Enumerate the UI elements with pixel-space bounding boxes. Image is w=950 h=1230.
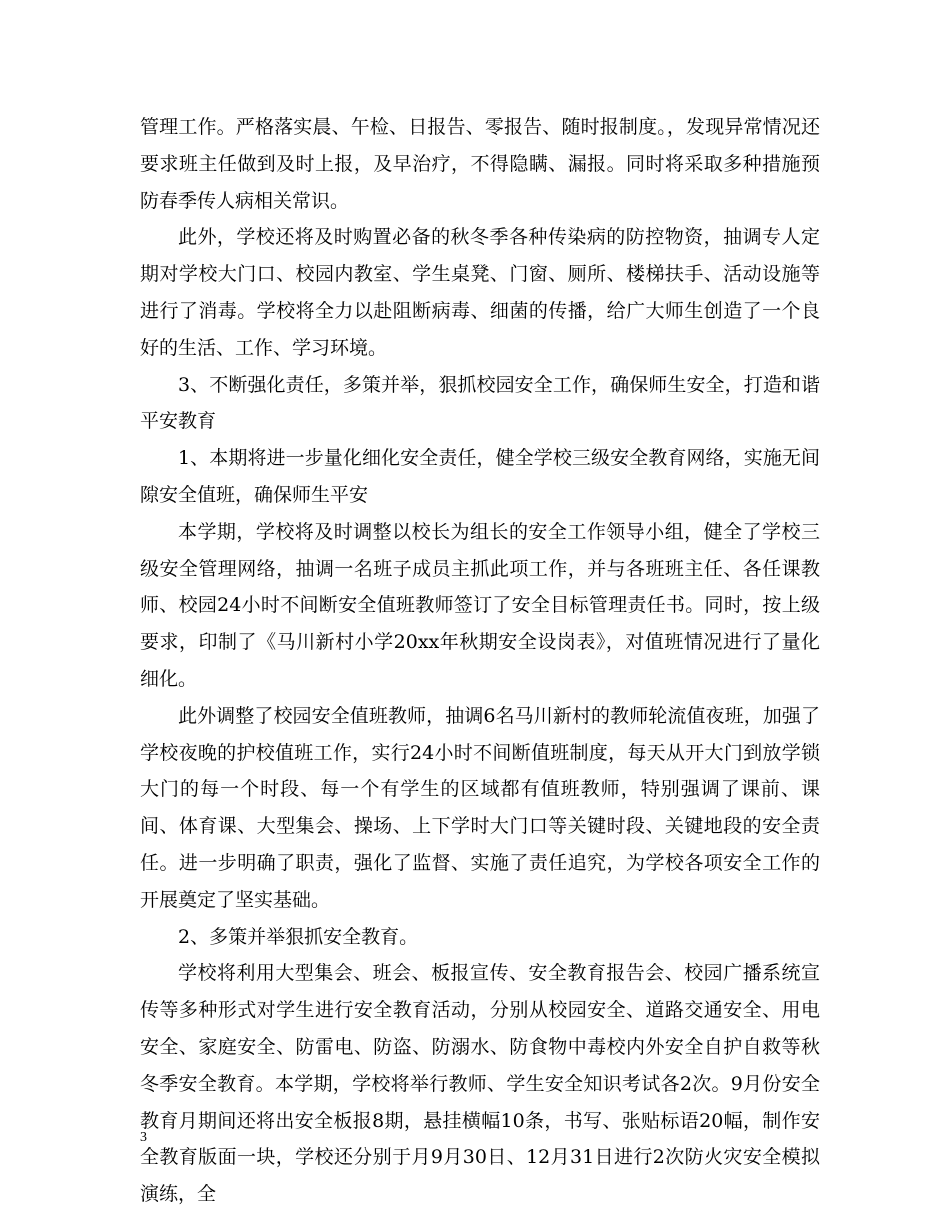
paragraph: 此外，学校还将及时购置必备的秋冬季各种传染病的防控物资，抽调专人定期对学校大门口、校园内教室、学生桌凳、门窗、厕所、楼梯扶手、活动设施等进行了消毒。学校将全力以赴阻断病毒、细菌的传播，给广大师生创造了一个良好的生活、工作、学习环境。: [140, 226, 820, 359]
subsection-heading: 1、本期将进一步量化细化安全责任，健全学校三级安全教育网络，实施无间隙安全值班，确保师生平安: [140, 447, 820, 506]
paragraph: 此外调整了校园安全值班教师，抽调6名马川新村的教师轮流值夜班，加强了学校夜晚的护校值班工作，实行24小时不间断值班制度，每天从开大门到放学锁大门的每一个时段、每一个有学生的区域都有值班教师，特别强调了课前、课间、体育课、大型集会、操场、上下学时大门口等关键时段、关键地段的安全责任。进一步明确了职责，强化了监督、实施了责任追究，为学校各项安全工作的开展奠定了坚实基础。: [140, 704, 820, 911]
paragraph: 管理工作。严格落实晨、午检、日报告、零报告、随时报制度。，发现异常情况还要求班主任做到及时上报，及早治疗，不得隐瞒、漏报。同时将采取多种措施预防春季传人病相关常识。: [140, 116, 820, 212]
subsection-heading: 2、多策并举狠抓安全教育。: [178, 925, 419, 948]
paragraph: 学校将利用大型集会、班会、板报宣传、安全教育报告会、校园广播系统宣传等多种形式对学生进行安全教育活动，分别从校园安全、道路交通安全、用电安全、家庭安全、防雷电、防盗、防溺水、防食物中毒校内外安全自护自救等秋冬季安全教育。本学期，学校将举行教师、学生安全知识考试各2次。9月份安全教育月期间还将出安全板报8期，悬挂横幅10条，书写、张贴标语20幅，制作安全教育版面一块，学校还分别于月9月30日、12月31日进行2次防火灾安全模拟演练，全: [140, 962, 820, 1206]
paragraph: 本学期，学校将及时调整以校长为组长的安全工作领导小组，健全了学校三级安全管理网络，抽调一名班子成员主抓此项工作，并与各班班主任、各任课教师、校园24小时不间断安全值班教师签订了安全目标管理责任书。同时，按上级要求，印制了《马川新村小学20xx年秋期安全设岗表》，对值班情况进行了量化细化。: [140, 520, 820, 690]
section-heading: 3、不断强化责任，多策并举，狠抓校园安全工作，确保师生安全，打造和谐平安教育: [140, 373, 820, 433]
page-number: 3: [140, 1130, 147, 1145]
body-text: [140, 109, 820, 1213]
